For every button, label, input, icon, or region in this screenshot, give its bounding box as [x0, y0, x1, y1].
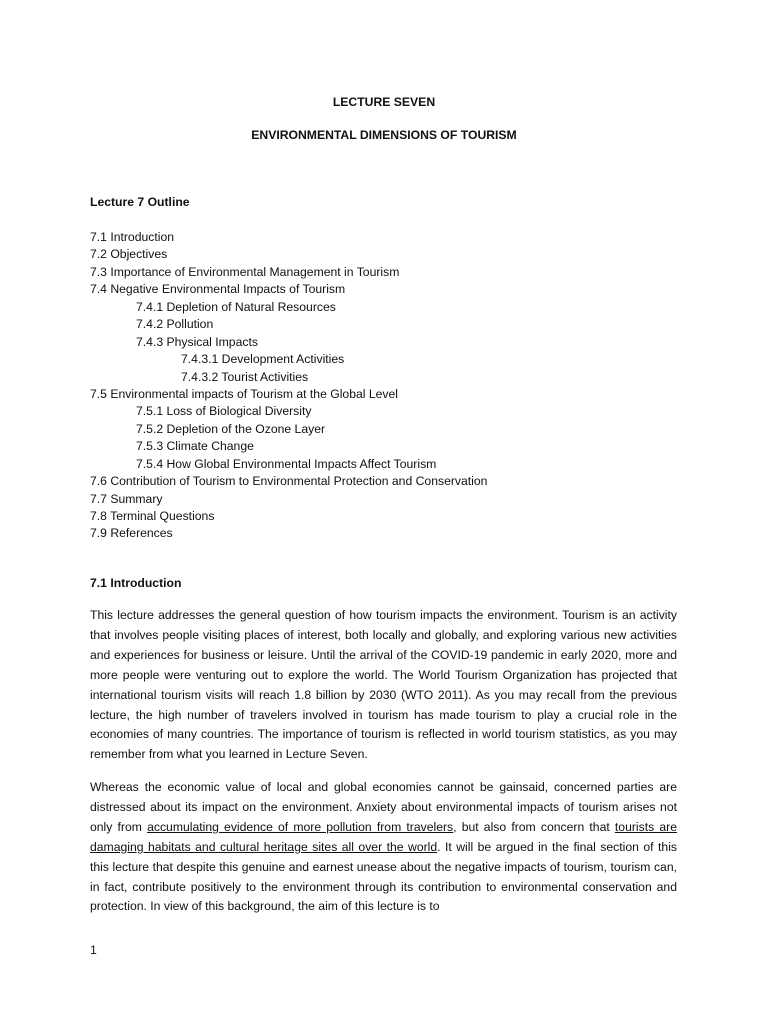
paragraph-text: , but also from concern that	[453, 819, 615, 834]
outline-item: 7.7 Summary	[90, 491, 163, 506]
outline-item: 7.4.1 Depletion of Natural Resources	[136, 299, 336, 314]
underlined-phrase-pollution: accumulating evidence of more pollution from travelers	[147, 819, 454, 834]
outline-heading: Lecture 7 Outline	[90, 195, 190, 209]
document-title: ENVIRONMENTAL DIMENSIONS OF TOURISM	[251, 128, 517, 142]
outline-item: 7.4.3 Physical Impacts	[136, 334, 258, 349]
outline-item: 7.5.1 Loss of Biological Diversity	[136, 404, 312, 419]
outline-item: 7.5.4 How Global Environmental Impacts Affect Tourism	[136, 456, 437, 471]
intro-paragraph-1: This lecture addresses the general question of how tourism impacts the environment. Tourism is an activity that involves people visiting places of interest, both locally and globally, and exploring various new activities and experiences for business or leisure. Until the arrival of the COVID-19 pandemic in early 2020, more and more people were venturing out to explore the world. The World Tourism Organization has projected that international tourism visits will reach 1.8 billion by 2030 (WTO 2011). As you may recall from the previous lecture, the high number of travelers involved in tourism has made tourism to play a crucial role in the economies of many countries. The importance of tourism is reflected in world tourism statistics, as you may remember from what you learned in Lecture Seven.	[90, 608, 677, 762]
section-heading: 7.1 Introduction	[90, 576, 182, 590]
outline-item: 7.5.3 Climate Change	[136, 439, 254, 454]
outline-item: 7.1 Introduction	[90, 230, 175, 244]
outline-item: 7.5.2 Depletion of the Ozone Layer	[136, 421, 326, 436]
outline-item: 7.6 Contribution of Tourism to Environmental Protection and Conservation	[90, 474, 488, 489]
outline-item: 7.4 Negative Environmental Impacts of Tourism	[90, 282, 346, 297]
outline-list	[90, 229, 487, 543]
outline-item: 7.5 Environmental impacts of Tourism at the Global Level	[90, 386, 399, 401]
outline-item: 7.4.3.2 Tourist Activities	[181, 369, 309, 384]
outline-item: 7.3 Importance of Environmental Management in Tourism	[90, 264, 400, 279]
lecture-label: LECTURE SEVEN	[332, 95, 436, 109]
outline-item: 7.4.2 Pollution	[136, 317, 214, 332]
outline-item: 7.4.3.1 Development Activities	[181, 352, 345, 367]
page-number: 1	[90, 943, 97, 957]
outline-item: 7.2 Objectives	[90, 247, 168, 262]
paragraph-text: Whereas the economic value of local and global economies cannot be gainsaid, concerned parties are distressed about its impact on the environment. Anxiety about environmental impacts of tourism arises not only from	[90, 780, 677, 834]
paragraph-text: . It will be argued in the final section of this this lecture that despite this genuine and earnest unease about the negative impacts of tourism, tourism can, in fact, contribute positively to the environment through its contribution to environmental conservation and protection. In view of this background, the aim of this lecture is to	[90, 839, 677, 914]
outline-item: 7.8 Terminal Questions	[90, 509, 215, 523]
outline-item: 7.9 References	[90, 526, 173, 541]
underlined-phrase-habitats: tourists are damaging habitats and cultural heritage sites all over the world	[90, 819, 677, 854]
intro-paragraph-2	[90, 778, 677, 917]
